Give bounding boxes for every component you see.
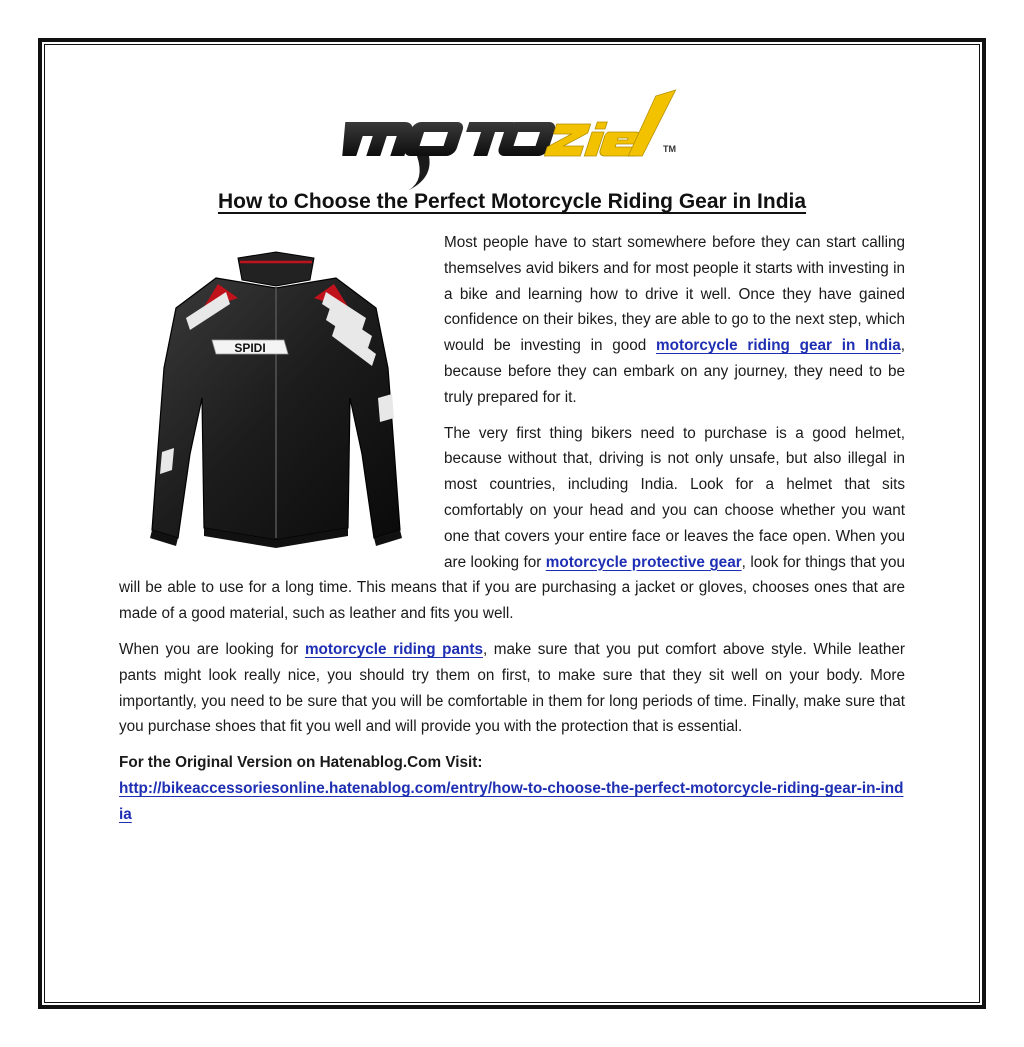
article-body	[119, 230, 905, 828]
paragraph-3	[119, 637, 905, 740]
paragraph-2-text: The very first thing bikers need to purchase is a good helmet, because without that, driving is not only unsafe, but also illegal in most countries, including India. Look for a helmet that sits comfortably on your head and you can choose whether you want one that covers your entire face or leaves the face open. When you are looking for	[444, 424, 905, 571]
source-url-link[interactable]: http://bikeaccessoriesonline.hatenablog.com/entry/how-to-choose-the-perfect-motorcycle-riding-gear-in-india	[119, 779, 904, 823]
paragraph-1-text-end: , because before they can embark on any journey, they need to be truly prepared for it.	[444, 337, 905, 406]
source-label: For the Original Version on Hatenablog.Com Visit:	[119, 754, 483, 772]
article-title: How to Choose the Perfect Motorcycle Riding Gear in India	[217, 190, 807, 213]
paragraph-3-text: When you are looking for	[119, 640, 305, 658]
motoziel-logo	[325, 86, 695, 194]
paragraph-3-text-end: , make sure that you put comfort above style. While leather pants might look really nice, you should try them on first, to make sure that they sit well on your body. More importantly, you need to be sure that you will be comfortable in them for long periods of time. Finally, make sure that you purchase shoes that fit you well and will provide you with the protection that is essential.	[119, 640, 905, 736]
image-float-spacer	[119, 230, 444, 562]
link-protective-gear[interactable]: motorcycle protective gear	[545, 553, 742, 571]
link-riding-gear-india[interactable]: motorcycle riding gear in India	[656, 337, 901, 355]
trademark-mark: TM	[663, 144, 676, 154]
jacket-brand-label: SPIDI	[234, 341, 266, 355]
paragraph-2-text-end: , look for things that you will be able to use for a long time. This means that if you are purchasing a jacket or gloves, chooses ones that are made of a good material, such as leather and fits you well.	[119, 553, 905, 623]
link-riding-pants[interactable]: motorcycle riding pants	[304, 640, 483, 658]
paragraph-1-text: Most people have to start somewhere before they can start calling themselves avid bikers and for most people it starts with investing in a bike and learning how to drive it well. Once they have gained confidence on their bikes, they are able to go to the next step, which would be investing in good	[444, 234, 905, 355]
